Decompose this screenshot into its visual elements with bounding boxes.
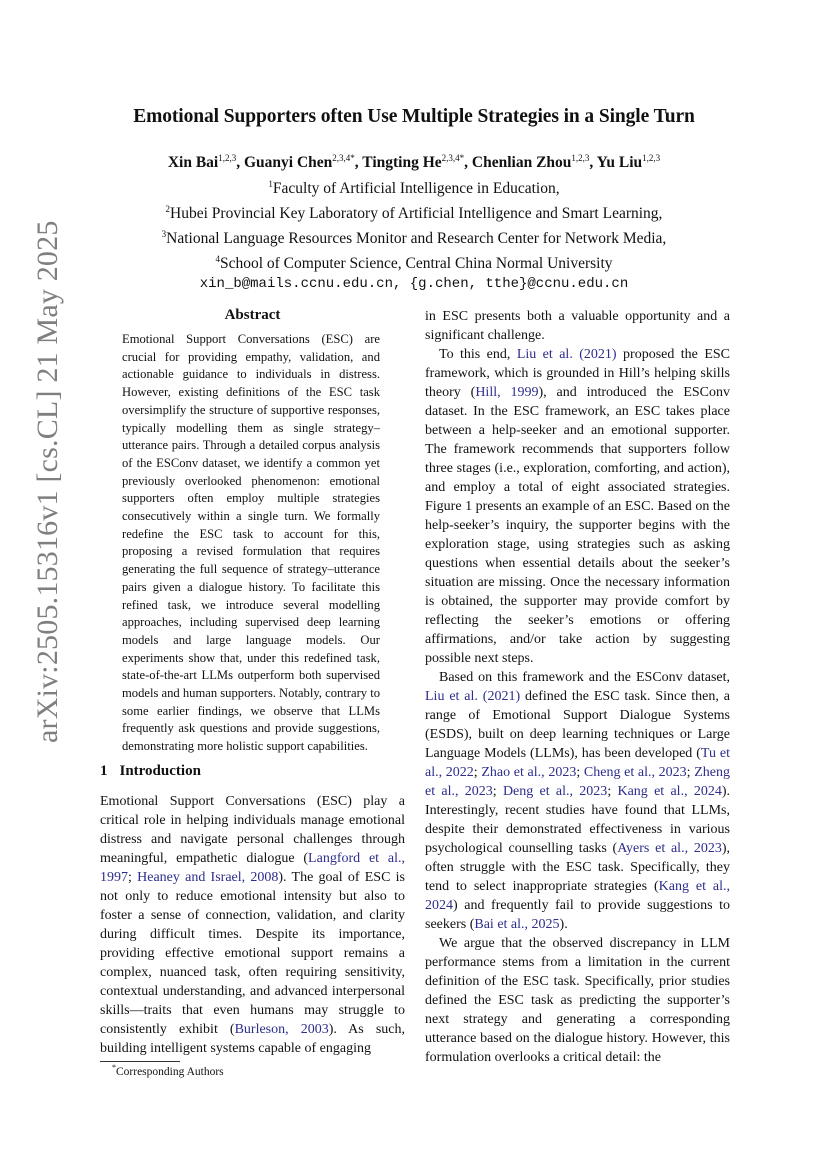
affiliation-mark: 2 — [165, 204, 171, 214]
citation-link[interactable]: Heaney and Israel, 2008 — [137, 870, 279, 885]
citation-link[interactable]: Zheng et al., 2023 — [425, 765, 730, 799]
footnote-text: Corresponding Authors — [116, 1065, 224, 1078]
arxiv-stamp: arXiv:2505.15316v1 [cs.CL] 21 May 2025 — [31, 220, 64, 743]
paragraph: We argue that the observed discrepancy in LLM performance stems from a limitation in the current definition of the ESC task. Specifically, prior studies defined the ESC task as predicting the supporter’s next strategy and generating a corresponding utterance based on the dialogue history. However, this formulation overlooks a critical detail: the — [425, 936, 730, 1065]
citation-link[interactable]: Deng et al., 2023 — [502, 784, 608, 799]
citation-link[interactable]: Kang et al., 2024 — [425, 879, 731, 913]
affiliation — [100, 224, 728, 249]
author: Chenlian Zhou — [471, 154, 572, 171]
citation-link[interactable]: Zhao et al., 2023 — [481, 765, 577, 780]
affiliation-text: National Language Resources Monitor and Research Center for Network Media, — [166, 230, 667, 247]
author: Tingting He — [362, 154, 442, 171]
footnote — [112, 1063, 224, 1078]
footnote-rule — [100, 1061, 180, 1062]
author-emails: xin_b@mails.ccnu.edu.cn, {g.chen, tthe}@ccnu.edu.cn — [199, 276, 629, 292]
affiliation — [100, 174, 728, 199]
author: Yu Liu — [596, 154, 643, 171]
abstract-heading: Abstract — [224, 307, 281, 323]
citation-link[interactable]: Tu et al., 2022 — [425, 746, 730, 780]
affiliation-mark: 1 — [268, 179, 273, 189]
citation-link[interactable]: Bai et al., 2025 — [474, 917, 560, 932]
paragraph: Based on this framework and the ESConv dataset, Liu et al. (2021) defined the ESC task. Since then, a range of Emotional Support Dialogue Systems (ESDS), built on deep learning techniques or Large Language Models (LLMs), has been developed (Tu et al., 2022; Zhao et al., 2023; Cheng et al., 2023; Zheng et al., 2023; Deng et al., 2023; Kang et al., 2024). Interestingly, recent studies have found that LLMs, despite their demonstrated effectiveness in various psychological counselling tasks (Ayers et al., 2023), often struggle with the ESC task. Specifically, they tend to select inappropriate strategies (Kang et al., 2024) and frequently fail to provide suggestions to seekers (Bai et al., 2025). — [425, 670, 731, 932]
citation-link[interactable]: Langford et al., 1997 — [100, 851, 406, 885]
author-affil: 1,2,3 — [642, 153, 661, 163]
section-title: Introduction — [119, 763, 201, 779]
author: Xin Bai — [167, 154, 219, 171]
citation-link[interactable]: Burleson, 2003 — [234, 1022, 329, 1037]
citation-link[interactable]: Cheng et al., 2023 — [583, 765, 687, 780]
paragraph: To this end, Liu et al. (2021) proposed the ESC framework, which is grounded in Hill’s helping skills theory (Hill, 1999), and introduced the ESConv dataset. In the ESC framework, an ESC takes place between a help-seeker and an emotional supporter. The framework recommends that supporters follow three stages (i.e., exploration, comforting, and action), and employ a total of eight associated strategies. Figure 1 presents an example of an ESC. Based on the help-seeker’s inquiry, the supporter begins with the exploration stage, using strategies such as asking questions when essential details about the seeker’s situation are missing. Once the necessary information is obtained, the supporter may provide comfort by reflecting the seeker’s emotions or offering affirmations, and/or take action by suggesting possible next steps. — [425, 347, 730, 666]
abstract-body: Emotional Support Conversations (ESC) are crucial for providing empathy, validation, and actionable guidance to individuals in distress. However, existing definitions of the ESC task oversimplify the structure of supportive responses, typically modelling them as single strategy–utterance pairs. Through a detailed corpus analysis of the ESConv dataset, we identify a common yet previously overlooked phenomenon: emotional supporters often employ multiple strategies consecutively within a single turn. We formally redefine the ESC task to account for this, proposing a revised formulation that requires generating the full sequence of strategy–utterance pairs given a dialogue history. To facilitate this refined task, we introduce several modelling approaches, including supervised deep learning models and large language models. Our experiments show that, under this redefined task, state-of-the-art LLMs outperform both supervised models and human supporters. Notably, contrary to some earlier findings, we observe that LLMs frequently ask questions and provide suggestions, demonstrating more holistic support capabilities. — [122, 332, 380, 754]
author-names: Xin Bai$^{1,2,3}$, Guanyi Chen$^{2,3,4*}$, Tingting $He^{2,3,4*}$, Chenlian Zhou$^{1,2,3}$, Yu Liu$^{1,2,3}$ — [167, 153, 661, 171]
intro-right-column — [425, 307, 730, 1067]
author: Guanyi Chen — [243, 154, 333, 171]
affiliation — [100, 249, 728, 274]
citation-link[interactable]: Hill, 1999 — [475, 385, 539, 400]
paragraph: in ESC presents both a valuable opportunity and a significant challenge. — [425, 309, 730, 343]
author-affil: 1,2,3 — [218, 153, 237, 163]
affiliation-mark: 3 — [161, 229, 167, 239]
author-block — [100, 148, 728, 294]
citation-link[interactable]: Liu et al. (2021) — [516, 347, 617, 362]
footnote-mark: * — [112, 1063, 116, 1072]
intro-left-column — [100, 792, 405, 1058]
section-heading — [100, 763, 213, 780]
paragraph: Emotional Support Conversations (ESC) play a critical role in helping individuals manage emotional distress and navigate personal challenges through meaningful, empathetic dialogue (Langford et al., 1997; Heaney and Israel, 2008). The goal of ESC is not only to reduce emotional intensity but also to foster a sense of connection, validation, and clarity during difficult times. Despite its importance, providing effective emotional support remains a complex, nuanced task, often requiring sensitivity, contextual understanding, and advanced interpersonal skills—traits that even humans may struggle to consistently exhibit (Burleson, 2003). As such, building intelligent systems capable of engaging — [100, 794, 406, 1056]
affiliation — [100, 199, 728, 224]
paper-title: Emotional Supporters often Use Multiple Strategies in a Single Turn — [133, 106, 695, 127]
citation-link[interactable]: Ayers et al., 2023 — [617, 841, 722, 856]
author-affil: 2,3,4* — [332, 153, 355, 163]
section-number: 1 — [100, 763, 108, 779]
citation-link[interactable]: Liu et al. (2021) — [425, 689, 521, 704]
citation-link[interactable]: Kang et al., 2024 — [617, 784, 722, 799]
author-affil: 1,2,3 — [571, 153, 590, 163]
author-affil: 2,3,4* — [441, 153, 465, 163]
affiliation-mark: 4 — [215, 254, 220, 264]
affiliation-text: Hubei Provincial Key Laboratory of Artificial Intelligence and Smart Learning, — [170, 205, 663, 222]
affiliation-text: Faculty of Artificial Intelligence in Education, — [272, 180, 560, 197]
affiliation-text: School of Computer Science, Central China Normal University — [219, 255, 613, 272]
